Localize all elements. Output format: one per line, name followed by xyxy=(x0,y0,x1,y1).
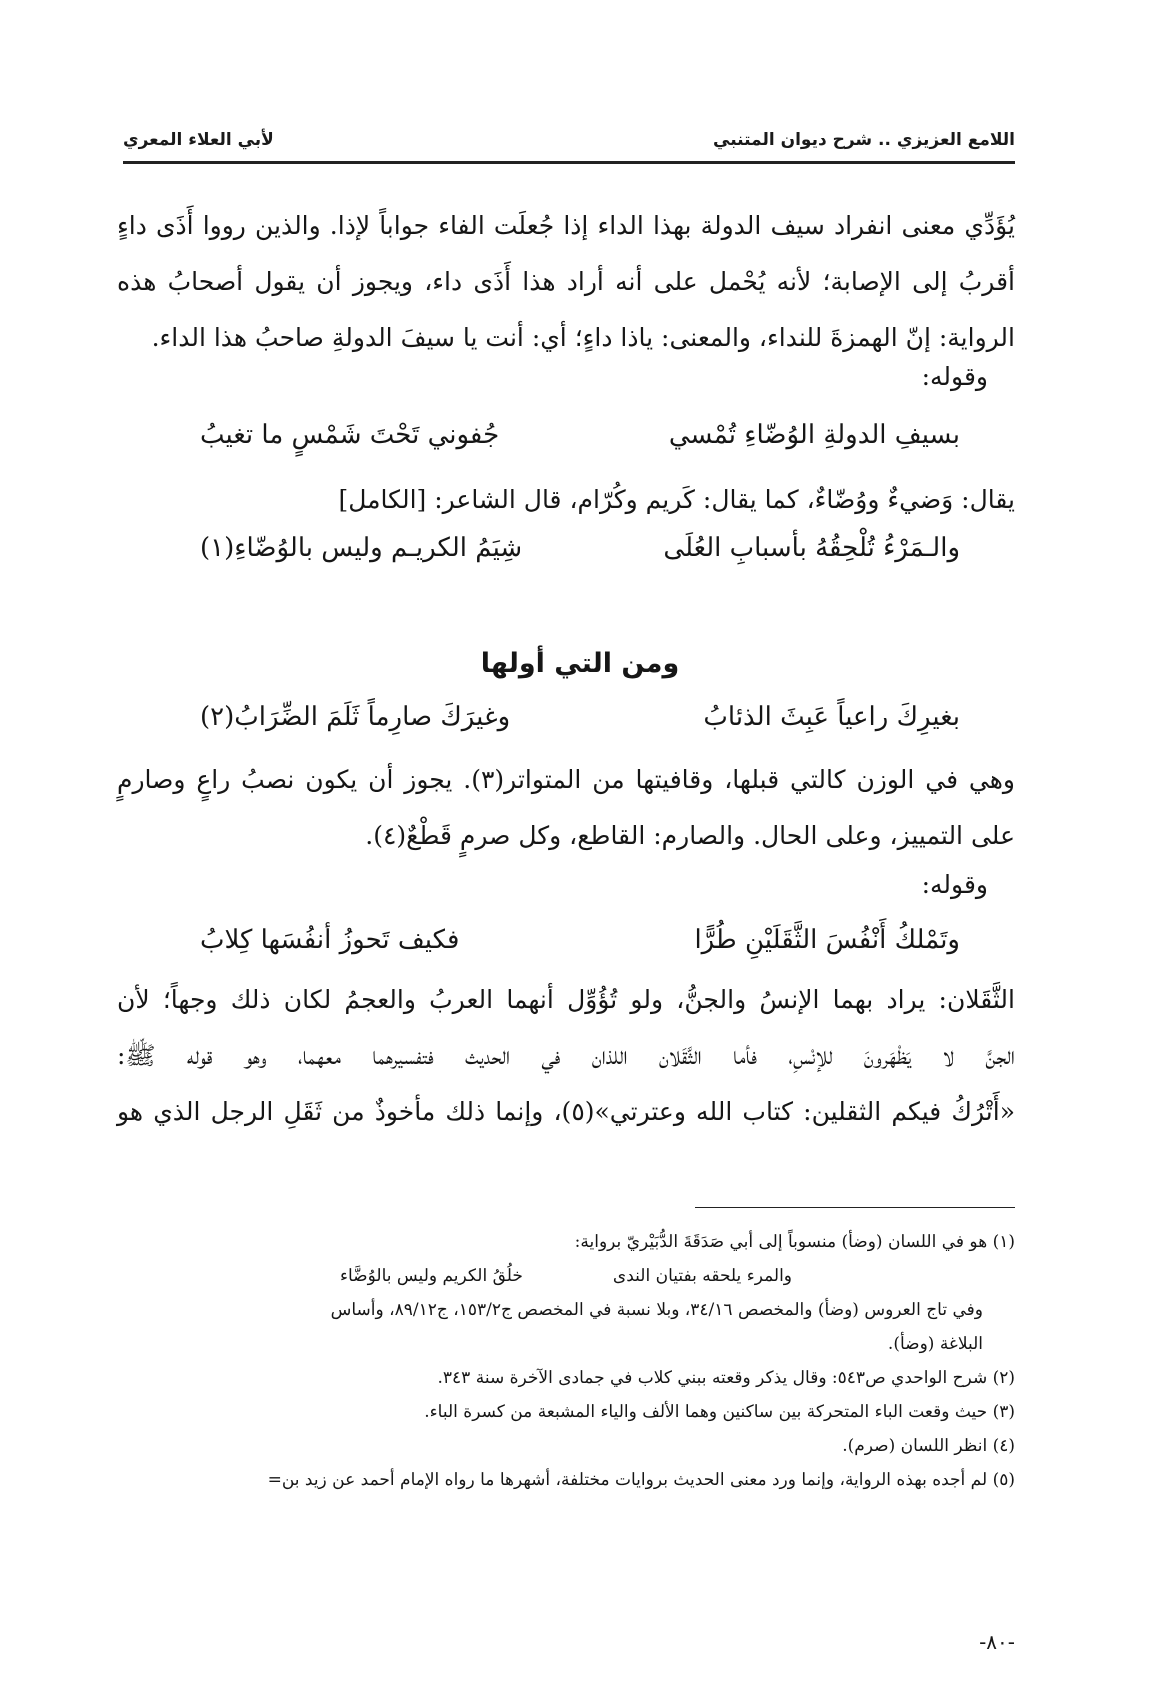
verse-hemistich-second: فكيف تَحوزُ أنفُسَها كِلابُ xyxy=(200,925,460,955)
running-header xyxy=(123,122,1015,158)
header-book-title: اللامع العزيزي .. شرح ديوان المتنبي xyxy=(713,130,1015,150)
footnote-5: (٥) لم أجده بهذه الرواية، وإنما ورد معنى الحديث بروايات مختلفة، أشهرها ما رواه الإمام أحمد عن زيد بن= xyxy=(267,1470,1015,1490)
verse-hemistich-first: بسيفِ الدولةِ الوُضّاءِ تُمْسي xyxy=(668,420,960,450)
verse-4 xyxy=(200,925,960,955)
paragraph-2 xyxy=(117,472,1015,528)
verse-hemistich-first: والـمَرْءُ تُلْحِقُهُ بأسبابِ العُلَى xyxy=(663,533,960,563)
verse-hemistich-second: وغيرَكَ صارِماً ثَلَمَ الضِّرَابُ(٢) xyxy=(200,702,511,732)
footnote-2: (٢) شرح الواحدي ص٥٤٣: وقال يذكر وقعته ببني كلاب في جمادى الآخرة سنة ٣٤٣. xyxy=(437,1368,1015,1388)
verse-hemistich-first: بغيرِكَ راعياً عَبِثَ الذئابُ xyxy=(703,702,960,732)
footnote-1-continued: البلاغة (وضأ). xyxy=(887,1334,983,1354)
paragraph-line: الرواية: إنّ الهمزةَ للنداء، والمعنى: ياذا داءٍ؛ أي: أنت يا سيفَ الدولةِ صاحبُ هذا الداء. xyxy=(151,323,1015,352)
verse-hemistich-second: شِيَمُ الكريـم وليس بالوُضّاءِ(١) xyxy=(200,533,523,563)
paragraph-line: الثَّقَلان: يراد بهما الإنسُ والجنُّ، ولو تُؤُوِّل أنهما العربُ والعجمُ لكان ذلك وجهاً؛ لأن xyxy=(117,985,1015,1014)
verse-2 xyxy=(200,533,960,563)
header-author: لأبي العلاء المعري xyxy=(123,130,274,150)
verse-hemistich-first: وتَمْلكُ أَنْفُسَ الثَّقَلَيْنِ طُرًّا xyxy=(694,925,960,955)
paragraph-line: الجنَّ لا يَظْهَرونَ للإنْسِ، فأما الثَّقَلان اللذان في الحديث فتفسيرهما معهما، وهو قوله ﷺ: xyxy=(117,1041,1015,1070)
footnote-4: (٤) انظر اللسان (صرم). xyxy=(842,1436,1015,1456)
quote-label: وقوله: xyxy=(921,362,988,391)
footnotes xyxy=(117,1225,1015,1497)
page-number: -٨٠- xyxy=(979,1630,1015,1654)
paragraph-1 xyxy=(117,198,1015,366)
footnote-1: (١) هو في اللسان (وضأ) منسوباً إلى أبي صَدَقَةَ الدُّبَيْريّ برواية: xyxy=(574,1232,1015,1252)
paragraph-4 xyxy=(117,972,1015,1140)
footnote-1-continued: وفي تاج العروس (وضأ) والمخصص ٣٤/١٦، وبلا نسبة في المخصص ج١٥٣/٢، ج٨٩/١٢، وأساس xyxy=(330,1300,983,1320)
paragraph-line: أقربُ إلى الإصابة؛ لأنه يُحْمل على أنه أراد هذا أَذَى داء، ويجوز أن يقول أصحابُ هذه xyxy=(117,267,1015,296)
footnote-verse-second: خلُقُ الكريم وليس بالوُضَّاء xyxy=(340,1266,523,1286)
paragraph-line: يُؤَدِّي معنى انفراد سيف الدولة بهذا الداء إذا جُعلَت الفاء جواباً لإذا. والذين رووا أَذَى داءٍ xyxy=(117,211,1015,240)
footnote-3: (٣) حيث وقعت الباء المتحركة بين ساكنين وهما الألف والياء المشبعة من كسرة الباء. xyxy=(424,1402,1015,1422)
paragraph-line: يقال: وَضيءٌ ووُضّاءٌ، كما يقال: كَريم وكُرّام، قال الشاعر: [الكامل] xyxy=(338,485,1015,514)
verse-1 xyxy=(200,420,960,450)
footnote-verse-first: والمرء يلحقه بفتيان الندى xyxy=(612,1266,793,1286)
footnote-1-verse xyxy=(117,1259,1015,1293)
header-rule xyxy=(123,161,1015,164)
quote-label: وقوله: xyxy=(921,870,988,899)
verse-3 xyxy=(200,702,960,732)
verse-hemistich-second: جُفوني تَحْتَ شَمْسٍ ما تغيبُ xyxy=(200,420,500,450)
paragraph-line: على التمييز، وعلى الحال. والصارم: القاطع، وكل صرمٍ قَطْعٌ(٤). xyxy=(365,821,1015,850)
paragraph-line: وهي في الوزن كالتي قبلها، وقافيتها من المتواتر(٣). يجوز أن يكون نصبُ راعٍ وصارمٍ xyxy=(117,765,1015,794)
section-title: ومن التي أولها xyxy=(480,648,680,679)
paragraph-line: «أَتْرُكُ فيكم الثقلين: كتاب الله وعترتي»(٥)، وإنما ذلك مأخوذٌ من ثَقَلِ الرجل الذي هو xyxy=(117,1097,1015,1126)
paragraph-3 xyxy=(117,752,1015,864)
footnote-separator xyxy=(695,1207,1015,1208)
